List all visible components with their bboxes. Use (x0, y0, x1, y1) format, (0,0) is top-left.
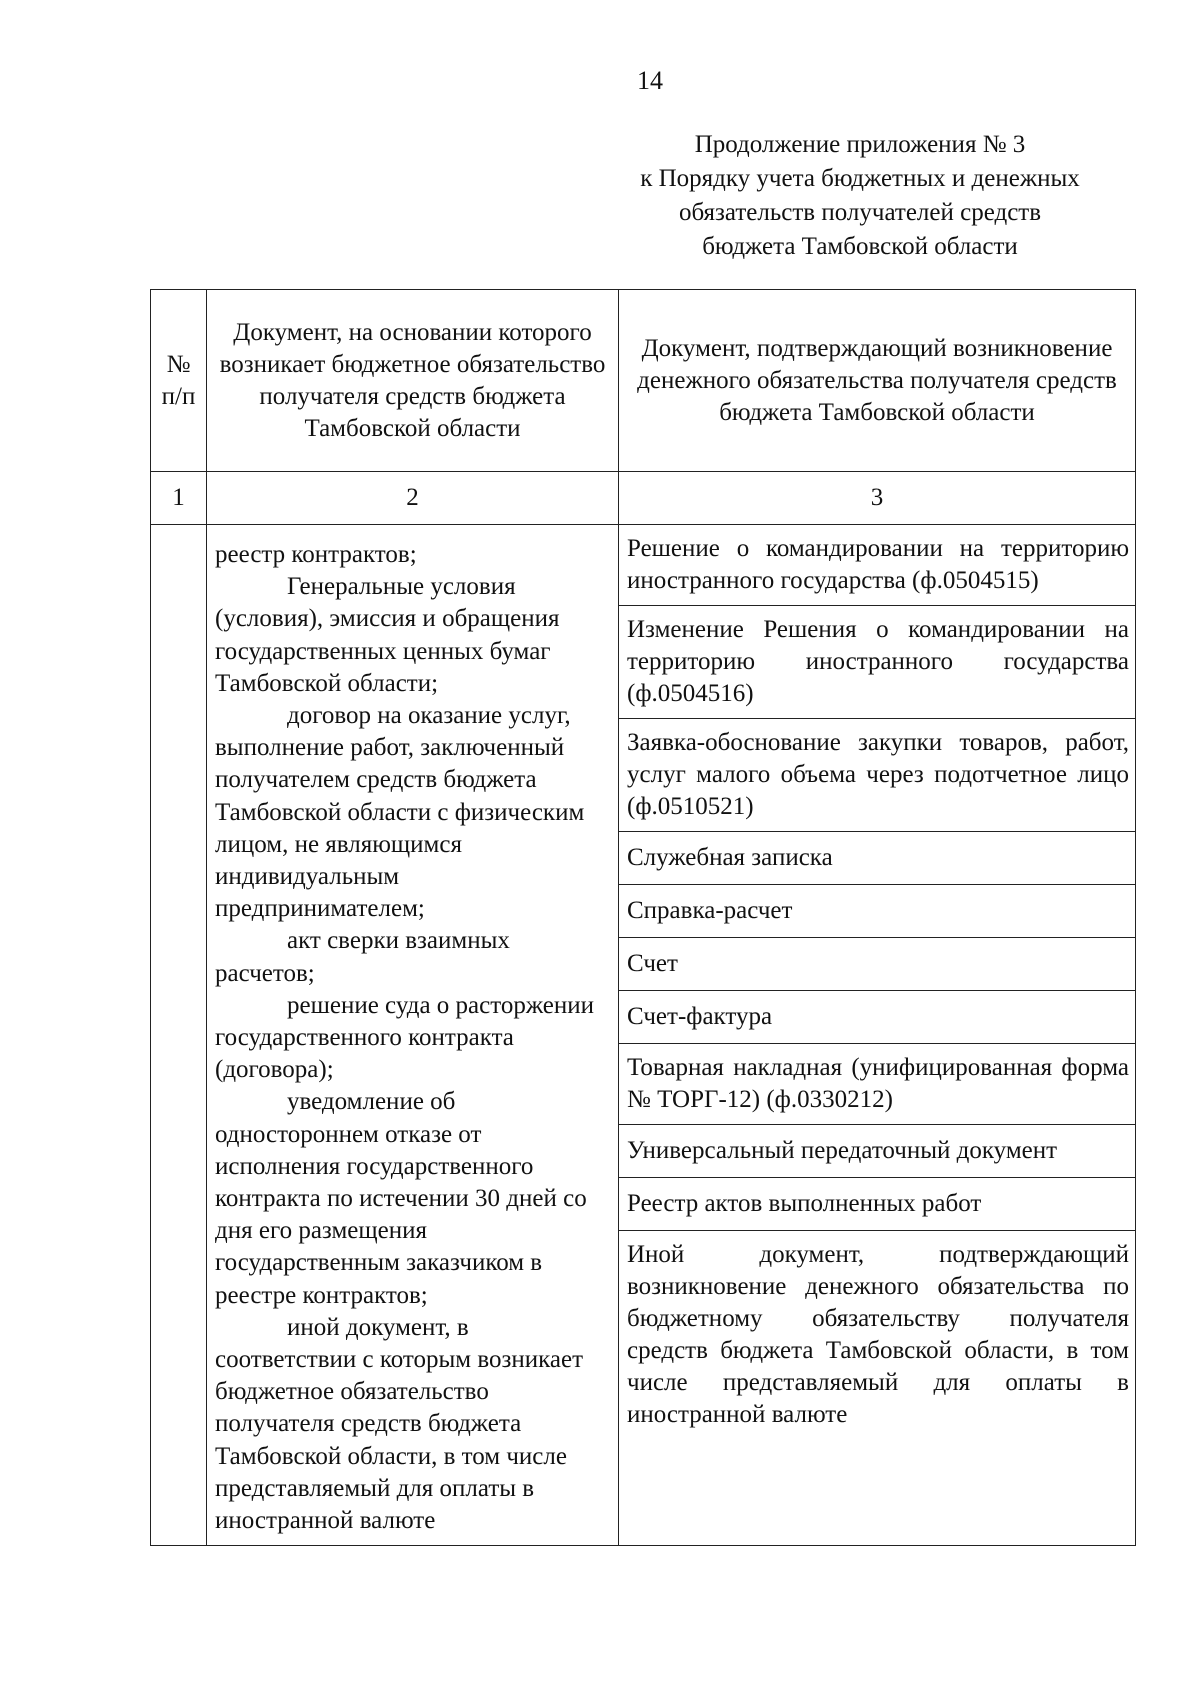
header-line: к Порядку учета бюджетных и денежных (640, 165, 1080, 192)
list-item: Изменение Решения о командировании на территорию иностранного государства (ф.0504516) (619, 606, 1135, 719)
basis-paragraph: уведомление об одностороннем отказе от исполнения государственного контракта по истечении 30 дней со дня его размещения государственным заказчиком в реестре контрактов; (215, 1088, 587, 1309)
basis-paragraph: иной документ, в соответствии с которым возникает бюджетное обязательство получателя средств бюджета Тамбовской области, в том числе представляемый для оплаты в иностранной валюте (215, 1313, 584, 1535)
documents-table (150, 289, 1136, 1546)
basis-paragraph: акт сверки взаимных расчетов; (215, 927, 510, 987)
column-number: 3 (619, 472, 1136, 525)
header-line: бюджета Тамбовской области (702, 233, 1018, 260)
list-item: Универсальный передаточный документ (619, 1125, 1135, 1178)
basis-paragraph: Генеральные условия (условия), эмиссия и обращения государственных ценных бумаг Тамбовской области; (215, 573, 560, 697)
row-number-cell (151, 525, 207, 1546)
basis-paragraph: решение суда о расторжении государственного контракта (договора); (215, 991, 595, 1084)
list-item: Служебная записка (619, 832, 1135, 885)
basis-paragraph: реестр контрактов; (215, 541, 417, 568)
basis-documents-cell (207, 525, 619, 1546)
col-header-basis-document: Документ, на основании которого возникает бюджетное обязательство получателя средств бюджета Тамбовской области (207, 290, 619, 472)
col-header-confirming-document: Документ, подтверждающий возникновение денежного обязательства получателя средств бюджета Тамбовской области (619, 290, 1136, 472)
list-item: Счет-фактура (619, 991, 1135, 1044)
header-line: обязательств получателей средств (678, 199, 1042, 226)
col-header-number: № п/п (151, 290, 207, 472)
list-item: Товарная накладная (унифицированная форма № ТОРГ-12) (ф.0330212) (619, 1044, 1135, 1125)
confirming-documents-list (619, 525, 1135, 1439)
list-item: Реестр актов выполненных работ (619, 1178, 1135, 1231)
column-number: 1 (151, 472, 207, 525)
header-line: Продолжение приложения № 3 (694, 131, 1026, 158)
list-item: Иной документ, подтверждающий возникновение денежного обязательства по бюджетному обязательству получателя средств бюджета Тамбовской области, в том числе представляемый для оплаты в иностранной валюте (627, 1241, 1129, 1428)
table-row (151, 525, 1136, 1546)
table-header-row (151, 290, 1136, 472)
column-number: 2 (207, 472, 619, 525)
list-item: Заявка-обоснование закупки товаров, работ, услуг малого объема через подотчетное лицо (ф.0510521) (619, 719, 1135, 832)
page-number: 14 (637, 66, 663, 95)
list-item: Счет (619, 938, 1135, 991)
appendix-header (600, 128, 1120, 264)
list-item: Решение о командировании на территорию иностранного государства (ф.0504515) (619, 525, 1135, 606)
confirming-documents-cell (619, 525, 1136, 1546)
basis-paragraph: договор на оказание услуг, выполнение работ, заключенный получателем средств бюджета Тамбовской области с физическим лицом, не являющимся индивидуальным предпринимателем; (215, 702, 585, 923)
list-item: Справка-расчет (619, 885, 1135, 938)
column-numbers-row (151, 472, 1136, 525)
